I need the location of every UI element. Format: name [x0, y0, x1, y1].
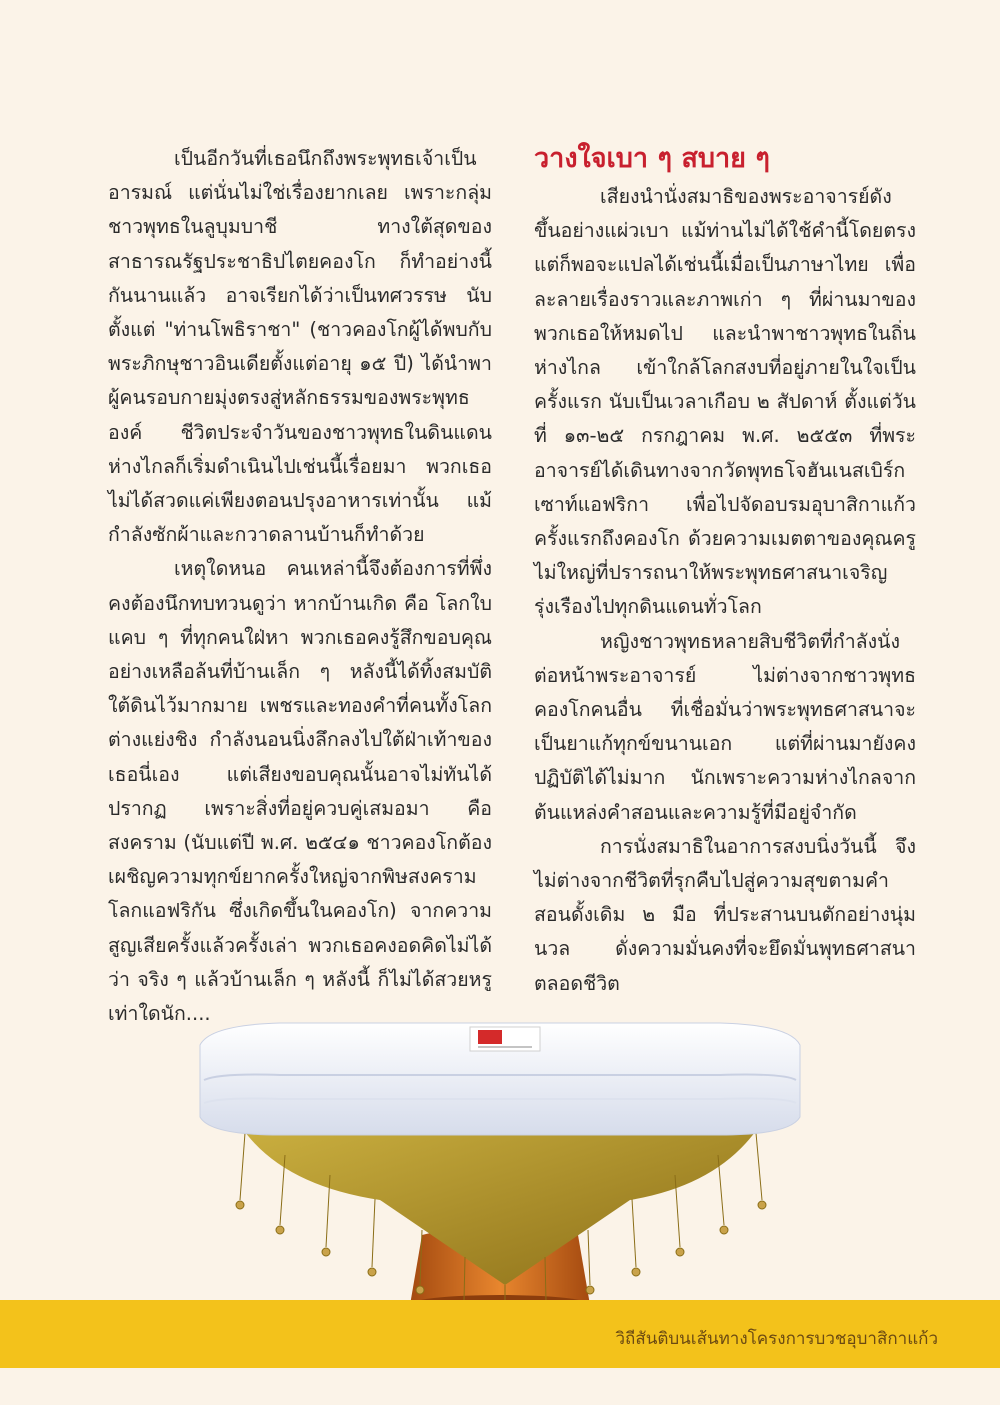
footer-title: วิถีสันติบนเส้นทางโครงการบวชอุบาสิกาแก้ว — [615, 1329, 938, 1349]
folded-robe-on-tray-photo — [160, 985, 840, 1315]
left-paragraph-2: เหตุใดหนอ คนเหล่านี้จึงต้องการที่พึ่ง คงต้องนึกทบทวนดูว่า หากบ้านเกิด คือ โลกใบแคบ ๆ ที่ทุกคนใฝ่หา พวกเธอคงรู้สึกขอบคุณอย่างเหลือล้นที่บ้านเล็ก ๆ หลังนี้ได้ทิ้งสมบัติใต้ดินไว้มากมาย เพชรและทองคำที่คนทั้งโลกต่างแย่งชิง กำลังนอนนิ่งลึกลงไปใต้ฝ่าเท้าของเธอนี่เอง แต่เสียงขอบคุณนั้นอาจไม่ทันได้ปรากฏ เพราะสิ่งที่อยู่ควบคู่เสมอมา คือ สงคราม (นับแต่ปี พ.ศ. ๒๕๔๑ ชาวคองโกต้องเผชิญความทุกข์ยากครั้งใหญ่จากพิษสงครามโลกแอฟริกัน ซึ่งเกิดขึ้นในคองโก) จากความสูญเสียครั้งแล้วครั้งเล่า พวกเธอคงอดคิดไม่ได้ว่า จริง ๆ แล้วบ้านเล็ก ๆ หลังนี้ ก็ไม่ได้สวยหรูเท่าใดนัก.... — [108, 557, 492, 1026]
golden-cloth — [240, 1125, 760, 1285]
section-heading: วางใจเบา ๆ สบาย ๆ — [534, 143, 770, 174]
right-paragraph-2: หญิงชาวพุทธหลายสิบชีวิตที่กำลังนั่งต่อหน้าพระอาจารย์ ไม่ต่างจากชาวพุทธคองโกคนอื่น ที่เชื่อมั่นว่าพระพุทธศาสนาจะเป็นยาแก้ทุกข์ขนานเอก แต่ที่ผ่านมายังคงปฏิบัติได้ไม่มาก นักเพราะความห่างไกลจากต้นแหล่งคำสอนและความรู้ที่มีอยู่จำกัด — [534, 629, 916, 824]
right-column — [534, 142, 916, 1001]
right-paragraph-3: การนั่งสมาธิในอาการสงบนิ่งวันนี้ จึงไม่ต่างจากชีวิตที่รุกคืบไปสู่ความสุขตามคำสอนดั้งเดิม ๒ มือ ที่ประสานบนตักอย่างนุ่มนวล ดั่งความมั่นคงที่จะยึดมั่นพุทธศาสนาตลอดชีวิต — [534, 834, 916, 995]
right-paragraph-1: เสียงนำนั่งสมาธิของพระอาจารย์ดังขึ้นอย่างแผ่วเบา แม้ท่านไม่ได้ใช้คำนี้โดยตรง แต่ก็พอจะแปลได้เช่นนี้เมื่อเป็นภาษาไทย เพื่อละลายเรื่องราวและภาพเก่า ๆ ที่ผ่านมาของพวกเธอให้หมดไป และนำพาชาวพุทธในถิ่นห่างไกล เข้าใกล้โลกสงบที่อยู่ภายในใจเป็นครั้งแรก นับเป็นเวลาเกือบ ๒ สัปดาห์ ตั้งแต่วันที่ ๑๓-๒๕ กรกฎาคม พ.ศ. ๒๕๕๓ ที่พระอาจารย์ได้เดินทางจากวัดพุทธโจฮันเนสเบิร์ก เซาท์แอฟริกา เพื่อไปจัดอบรมอุบาสิกาแก้วครั้งแรกถึงคองโก ด้วยความเมตตาของคุณครูไม่ใหญ่ที่ปรารถนาให้พระพุทธศาสนาเจริญรุ่งเรืองไปทุกดินแดนทั่วโลก — [534, 185, 916, 619]
left-paragraph-1: เป็นอีกวันที่เธอนึกถึงพระพุทธเจ้าเป็นอารมณ์ แต่นั่นไม่ใช่เรื่องยากเลย เพราะกลุ่มชาวพุทธในลูบุมบาชี ทางใต้สุดของสาธารณรัฐประชาธิปไตยคองโก ก็ทำอย่างนี้กันนานแล้ว อาจเรียกได้ว่าเป็นทศวรรษ นับตั้งแต่ "ท่านโพธิราชา" (ชาวคองโกผู้ได้พบกับพระภิกษุชาวอินเดียตั้งแต่อายุ ๑๕ ปี) ได้นำพาผู้คนรอบกายมุ่งตรงสู่หลักธรรมของพระพุทธองค์ ชีวิตประจำวันของชาวพุทธในดินแดนห่างไกลก็เริ่มดำเนินไปเช่นนี้เรื่อยมา พวกเธอไม่ได้สวดแค่เพียงตอนปรุงอาหารเท่านั้น แม้กำลังซักผ้าและกวาดลานบ้านก็ทำด้วย — [108, 147, 492, 547]
left-column — [108, 142, 492, 1031]
